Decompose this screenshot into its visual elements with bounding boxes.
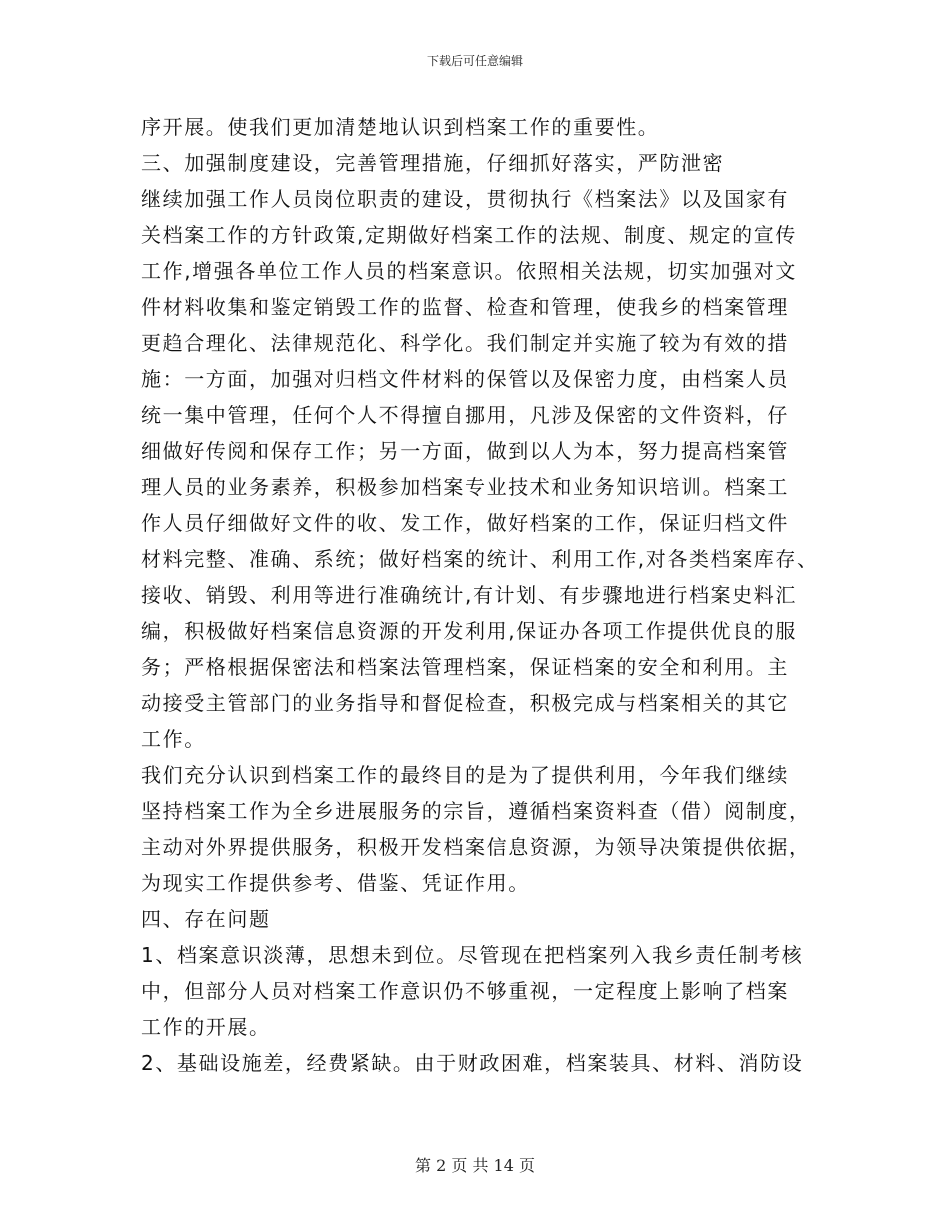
body-line: 1、档案意识淡薄，思想未到位。尽管现在把档案列入我乡责任制考核 <box>141 943 804 967</box>
body-line: 继续加强工作人员岗位职责的建设，贯彻执行《档案法》以及国家有 <box>141 187 789 211</box>
body-line: 工作的开展。 <box>141 1015 271 1039</box>
body-line: 为现实工作提供参考、借鉴、凭证作用。 <box>141 871 530 895</box>
body-line: 件材料收集和鉴定销毁工作的监督、检查和管理，使我乡的档案管理 <box>141 295 789 319</box>
body-line: 动接受主管部门的业务指导和督促检查，积极完成与档案相关的其它 <box>141 691 789 715</box>
body-line: 关档案工作的方针政策,定期做好档案工作的法规、制度、规定的宣传 <box>141 223 797 247</box>
body-line: 统一集中管理，任何个人不得擅自挪用，凡涉及保密的文件资料，仔 <box>141 403 789 427</box>
body-line: 材料完整、准确、系统；做好档案的统计、利用工作,对各类档案库存、 <box>141 547 819 571</box>
body-line: 2、基础设施差，经费紧缺。由于财政困难，档案装具、材料、消防设 <box>141 1051 804 1075</box>
document-body <box>141 109 831 1081</box>
body-line: 主动对外界提供服务，积极开发档案信息资源，为领导决策提供依据， <box>141 835 811 859</box>
body-line: 接收、销毁、利用等进行准确统计,有计划、有步骤地进行档案史料汇 <box>141 583 797 607</box>
body-line: 理人员的业务素养，积极参加档案专业技术和业务知识培训。档案工 <box>141 475 789 499</box>
body-line: 更趋合理化、法律规范化、科学化。我们制定并实施了较为有效的措 <box>141 331 789 355</box>
body-line: 中，但部分人员对档案工作意识仍不够重视，一定程度上影响了档案 <box>141 979 789 1003</box>
body-line: 序开展。使我们更加清楚地认识到档案工作的重要性。 <box>141 115 660 139</box>
body-line: 细做好传阅和保存工作；另一方面，做到以人为本，努力提高档案管 <box>141 439 789 463</box>
body-line: 我们充分认识到档案工作的最终目的是为了提供利用，今年我们继续 <box>141 763 789 787</box>
section-heading: 三、加强制度建设，完善管理措施，仔细抓好落实，严防泄密 <box>141 151 725 175</box>
page-header: 下载后可任意编辑 <box>426 54 523 68</box>
body-line: 工作,增强各单位工作人员的档案意识。依照相关法规，切实加强对文 <box>141 259 797 283</box>
body-line: 务；严格根据保密法和档案法管理档案，保证档案的安全和利用。主 <box>141 655 789 679</box>
section-heading: 四、存在问题 <box>141 907 271 931</box>
body-line: 施：一方面，加强对归档文件材料的保管以及保密力度，由档案人员 <box>141 367 789 391</box>
page-footer: 第 2 页 共 14 页 <box>415 1156 535 1175</box>
body-line: 作人员仔细做好文件的收、发工作，做好档案的工作，保证归档文件 <box>141 511 789 535</box>
body-line: 坚持档案工作为全乡进展服务的宗旨，遵循档案资料查（借）阅制度， <box>141 799 811 823</box>
body-line: 编，积极做好档案信息资源的开发利用,保证办各项工作提供优良的服 <box>141 619 797 643</box>
body-line: 工作。 <box>141 727 206 751</box>
